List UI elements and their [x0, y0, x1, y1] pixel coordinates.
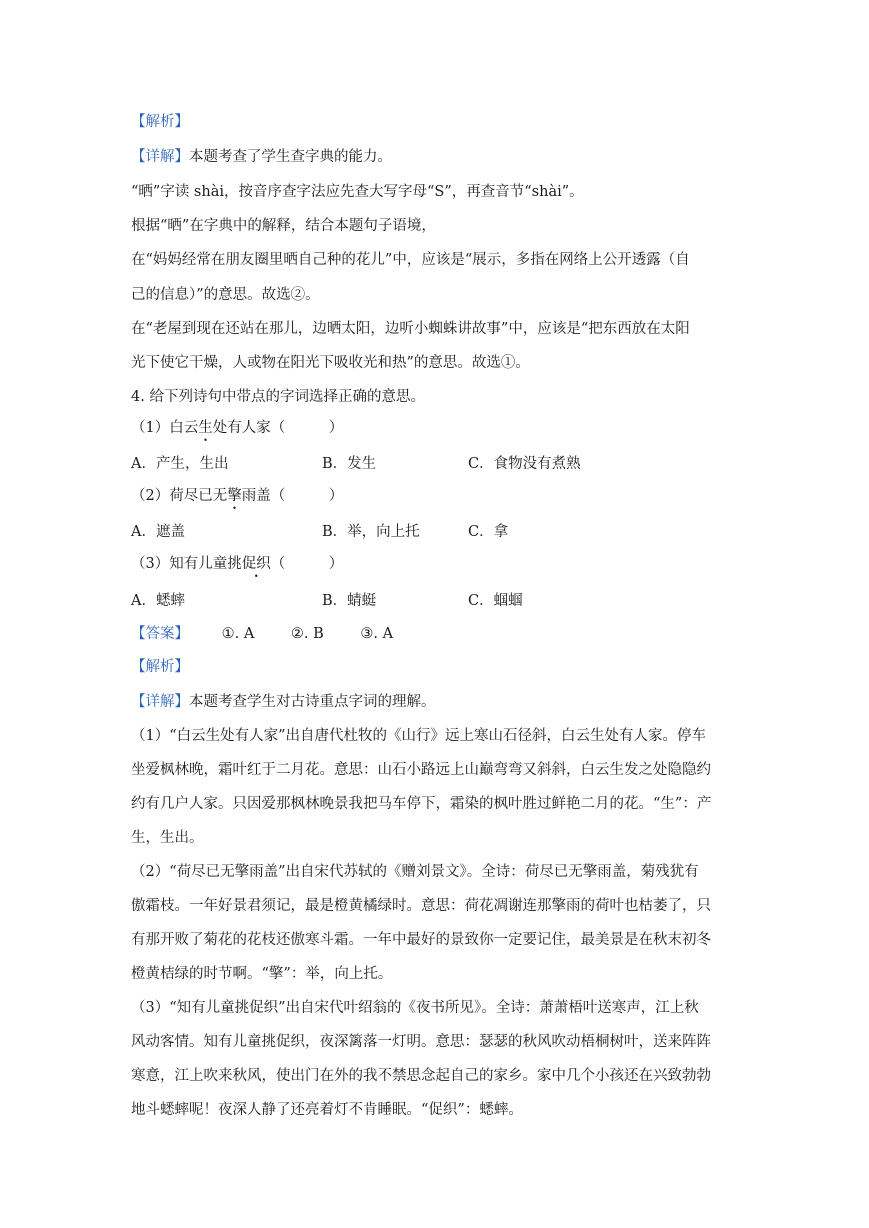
- detail-text: 本题考查学生对古诗重点字词的理解。: [189, 694, 436, 710]
- paragraph-line: 约有几户人家。只因爱那枫林晚景我把马车停下，霜染的枫叶胜过鲜艳二月的花。“生”：产: [131, 796, 712, 812]
- detail-text: 本题考查了学生查字典的能力。: [189, 149, 392, 165]
- answer-item: ③. A: [360, 626, 394, 642]
- paragraph-line: 风动客情。知有儿童挑促织，夜深篱落一灯明。意思：瑟瑟的秋风吹动梧桐树叶，送来阵阵: [131, 1034, 711, 1050]
- paragraph-line: 生，生出。: [131, 830, 204, 846]
- analysis-label: 【解析】: [131, 659, 189, 675]
- dotted-word: 生: [198, 420, 213, 436]
- paragraph-line: 己的信息）”的意思。故选②。: [131, 287, 320, 303]
- option-a: A．产生，生出: [131, 456, 229, 472]
- answer-label: 【答案】: [131, 626, 189, 642]
- question-item-2: [131, 486, 751, 506]
- paragraph-line: 寒意，江上吹来秋风，使出门在外的我不禁思念起自己的家乡。家中几个小孩还在兴致勃勃: [131, 1068, 711, 1084]
- option-a: A．蟋蟀: [131, 593, 185, 609]
- option-b: B．发生: [322, 456, 377, 472]
- option-c: C．拿: [468, 524, 509, 540]
- question-item-1: [131, 418, 751, 438]
- detail-label: 【详解】: [131, 149, 189, 165]
- item-suffix: （ ）: [270, 556, 344, 572]
- paragraph-line: 在“妈妈经常在朋友圈里晒自己种的花儿”中，应该是“展示，多指在网络上公开透露（自: [131, 252, 690, 268]
- option-b: B．举，向上托: [322, 524, 420, 540]
- question-item-3: [131, 554, 751, 574]
- paragraph-line: 橙黄桔绿的时节啊。“擎”：举，向上托。: [131, 966, 393, 982]
- item-prefix: （1）白云: [131, 420, 199, 436]
- item-suffix: 雨盖（ ）: [241, 488, 344, 504]
- paragraph-line: 有那开败了菊花的花枝还傲寒斗霜。一年中最好的景致你一定要记住，最美景是在秋末初冬: [131, 932, 711, 948]
- paragraph-line: （2）“荷尽已无擎雨盖”出自宋代苏轼的《赠刘景文》。全诗：荷尽已无擎雨盖，菊残犹有: [131, 864, 699, 880]
- answer-item: ②. B: [290, 626, 324, 642]
- detail-label: 【详解】: [131, 694, 189, 710]
- dotted-word: 促织: [241, 556, 271, 572]
- paragraph-line: 光下使它干燥，人或物在阳光下吸收光和热”的意思。故选①。: [131, 355, 530, 371]
- answer-item: ①. A: [221, 626, 255, 642]
- analysis-label: 【解析】: [131, 114, 189, 130]
- paragraph-line: “晒”字读 shài，按音序查字法应先查大写字母“S”，再查音节“shài”。: [131, 184, 584, 200]
- option-c: C．蝈蝈: [468, 593, 523, 609]
- paragraph-line: 傲霜枝。一年好景君须记，最是橙黄橘绿时。意思：荷花凋谢连那擎雨的荷叶也枯萎了，只: [131, 898, 711, 914]
- paragraph-line: 在“老屋到现在还站在那儿，边晒太阳，边听小蜘蛛讲故事”中，应该是“把东西放在太阳: [131, 321, 690, 337]
- paragraph-line: 坐爱枫林晚，霜叶红于二月花。意思：山石小路远上山巅弯弯又斜斜，白云生发之处隐隐约: [131, 762, 711, 778]
- option-a: A．遮盖: [131, 524, 185, 540]
- paragraph-line: （1）“白云生处有人家”出自唐代杜牧的《山行》远上寒山石径斜，白云生处有人家。停车: [131, 728, 707, 744]
- item-suffix: 处有人家（ ）: [212, 420, 344, 436]
- dotted-word: 擎: [227, 488, 242, 504]
- paragraph-line: 根据“晒”在字典中的解释，结合本题句子语境，: [131, 218, 436, 234]
- paragraph-line: （3）“知有儿童挑促织”出自宋代叶绍翁的《夜书所见》。全诗：萧萧梧叶送寒声，江上秋: [131, 1000, 699, 1016]
- detail-line: [131, 147, 751, 167]
- detail-line: [131, 692, 751, 712]
- option-b: B．蜻蜓: [322, 593, 377, 609]
- option-c: C．食物没有煮熟: [468, 456, 581, 472]
- answer-line: [131, 624, 751, 644]
- paragraph-line: 地斗蟋蟀呢！夜深人静了还亮着灯不肯睡眠。“促织”：蟋蟀。: [131, 1102, 523, 1118]
- item-prefix: （3）知有儿童挑: [131, 556, 242, 572]
- item-prefix: （2）荷尽已无: [131, 488, 228, 504]
- question-title: 4. 给下列诗句中带点的字词选择正确的意思。: [131, 389, 425, 405]
